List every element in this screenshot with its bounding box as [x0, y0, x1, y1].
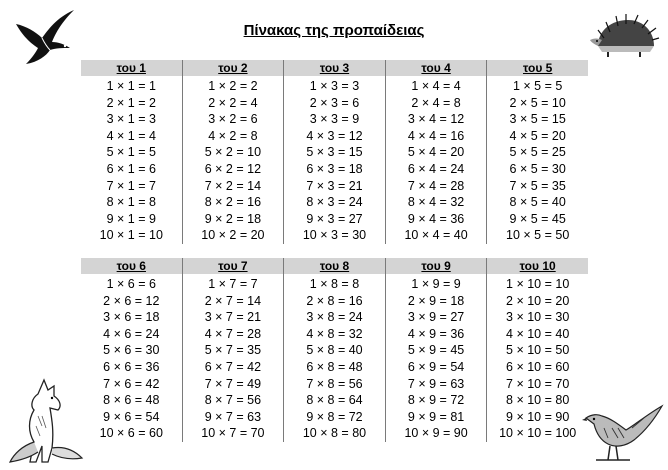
table-row: 1 × 8 = 8 — [309, 277, 360, 291]
table-header: του 7 — [183, 258, 284, 274]
table-row: 9 × 8 = 72 — [306, 409, 363, 424]
table-row: 3 × 1 = 3 — [106, 112, 156, 127]
times-table-column — [486, 60, 588, 244]
table-row: 4 × 8 = 32 — [306, 326, 363, 341]
table-header: του 3 — [284, 60, 385, 76]
table-row: 3 × 4 = 12 — [407, 112, 465, 127]
table-row: 9 × 6 = 54 — [103, 409, 160, 424]
table-row: 3 × 10 = 30 — [506, 310, 570, 325]
table-row: 2 × 3 = 6 — [309, 95, 360, 110]
table-header: του 8 — [284, 258, 385, 274]
times-table-column — [385, 60, 487, 244]
table-row: 2 × 2 = 4 — [208, 95, 258, 110]
table-row: 1 × 2 = 2 — [208, 79, 258, 93]
table-row: 10 × 7 = 70 — [201, 426, 265, 441]
table-row: 6 × 7 = 42 — [204, 359, 262, 374]
table-row: 2 × 4 = 8 — [411, 95, 461, 110]
table-row: 4 × 6 = 24 — [103, 326, 160, 341]
table-header: του 5 — [487, 60, 588, 76]
table-row: 8 × 5 = 40 — [509, 195, 566, 210]
table-header: του 2 — [183, 60, 284, 76]
table-row: 4 × 7 = 28 — [204, 326, 262, 341]
table-row: 5 × 9 = 45 — [407, 343, 465, 358]
table-row: 1 × 6 = 6 — [106, 277, 156, 291]
table-row: 5 × 5 = 25 — [509, 145, 566, 160]
table-row: 2 × 6 = 12 — [103, 293, 160, 308]
table-row: 3 × 5 = 15 — [509, 112, 566, 127]
table-row: 7 × 7 = 49 — [204, 376, 262, 391]
table-row: 3 × 8 = 24 — [306, 310, 363, 325]
table-row: 9 × 9 = 81 — [407, 409, 465, 424]
table-header: του 9 — [386, 258, 487, 274]
times-table-column — [81, 60, 182, 244]
table-row: 6 × 8 = 48 — [306, 359, 363, 374]
table-row: 3 × 3 = 9 — [309, 112, 360, 127]
table-row: 6 × 5 = 30 — [509, 161, 566, 176]
multiplication-grid-bottom — [81, 258, 588, 442]
table-header: του 4 — [386, 60, 487, 76]
table-row: 3 × 6 = 18 — [103, 310, 160, 325]
table-row: 2 × 1 = 2 — [106, 95, 156, 110]
table-row: 9 × 1 = 9 — [106, 211, 156, 226]
table-row: 8 × 9 = 72 — [407, 393, 465, 408]
table-row: 8 × 7 = 56 — [204, 393, 262, 408]
table-header: του 10 — [487, 258, 588, 274]
table-row: 8 × 8 = 64 — [306, 393, 363, 408]
table-row: 8 × 3 = 24 — [306, 195, 363, 210]
hedgehog-icon — [590, 12, 660, 58]
table-header: του 6 — [81, 258, 182, 274]
table-row: 10 × 5 = 50 — [506, 228, 570, 243]
table-row: 10 × 2 = 20 — [201, 228, 265, 243]
table-row: 3 × 2 = 6 — [208, 112, 258, 127]
table-row: 1 × 7 = 7 — [208, 277, 258, 291]
table-row: 10 × 8 = 80 — [302, 426, 367, 441]
table-row: 6 × 1 = 6 — [106, 161, 156, 176]
table-header: του 1 — [81, 60, 182, 76]
table-row: 7 × 5 = 35 — [509, 178, 566, 193]
table-row: 2 × 9 = 18 — [407, 293, 465, 308]
table-row: 1 × 10 = 10 — [506, 277, 570, 291]
table-row: 6 × 3 = 18 — [306, 161, 363, 176]
table-row: 7 × 2 = 14 — [204, 178, 262, 193]
table-row: 5 × 2 = 10 — [204, 145, 262, 160]
times-table-column — [385, 258, 487, 442]
times-table-column — [283, 258, 385, 442]
table-row: 4 × 5 = 20 — [509, 128, 566, 143]
multiplication-grid-top — [81, 60, 588, 244]
table-row: 9 × 3 = 27 — [306, 211, 363, 226]
table-row: 10 × 9 = 90 — [404, 426, 468, 441]
table-row: 5 × 1 = 5 — [106, 145, 156, 160]
table-row: 2 × 7 = 14 — [204, 293, 262, 308]
table-row: 2 × 10 = 20 — [506, 293, 570, 308]
table-row: 10 × 4 = 40 — [404, 228, 468, 243]
table-row: 2 × 8 = 16 — [306, 293, 363, 308]
table-row: 10 × 1 = 10 — [99, 228, 163, 243]
table-row: 2 × 5 = 10 — [509, 95, 566, 110]
table-row: 6 × 6 = 36 — [103, 359, 160, 374]
table-row: 1 × 3 = 3 — [309, 79, 360, 93]
table-row: 1 × 5 = 5 — [512, 79, 563, 93]
table-row: 5 × 8 = 40 — [306, 343, 363, 358]
table-row: 7 × 3 = 21 — [306, 178, 363, 193]
page-title: Πίνακας της προπαίδειας — [243, 22, 425, 39]
table-row: 4 × 10 = 40 — [506, 326, 570, 341]
table-row: 8 × 10 = 80 — [506, 393, 570, 408]
table-row: 6 × 4 = 24 — [407, 161, 465, 176]
table-row: 1 × 9 = 9 — [411, 277, 461, 291]
table-row: 4 × 9 = 36 — [407, 326, 465, 341]
table-row: 6 × 10 = 60 — [506, 359, 570, 374]
table-row: 4 × 1 = 4 — [106, 128, 156, 143]
table-row: 5 × 10 = 50 — [506, 343, 570, 358]
table-row: 9 × 5 = 45 — [509, 211, 566, 226]
table-row: 6 × 2 = 12 — [204, 161, 262, 176]
table-row: 7 × 6 = 42 — [103, 376, 160, 391]
table-row: 10 × 10 = 100 — [499, 426, 577, 441]
table-row: 8 × 6 = 48 — [103, 393, 160, 408]
table-row: 1 × 4 = 4 — [411, 79, 461, 93]
table-row: 10 × 3 = 30 — [302, 228, 367, 243]
table-row: 9 × 7 = 63 — [204, 409, 262, 424]
times-table-column — [486, 258, 588, 442]
table-row: 4 × 4 = 16 — [407, 128, 465, 143]
table-row: 6 × 9 = 54 — [407, 359, 465, 374]
table-row: 9 × 4 = 36 — [407, 211, 465, 226]
table-row: 7 × 8 = 56 — [306, 376, 363, 391]
table-row: 5 × 4 = 20 — [407, 145, 465, 160]
bird-icon — [582, 398, 664, 464]
table-row: 8 × 2 = 16 — [204, 195, 262, 210]
table-row: 5 × 7 = 35 — [204, 343, 262, 358]
times-table-column — [81, 258, 182, 442]
times-table-column — [182, 60, 284, 244]
table-row: 1 × 1 = 1 — [106, 79, 156, 93]
table-row: 3 × 9 = 27 — [407, 310, 465, 325]
table-row: 9 × 10 = 90 — [506, 409, 570, 424]
table-row: 3 × 7 = 21 — [204, 310, 262, 325]
table-row: 9 × 2 = 18 — [204, 211, 262, 226]
table-row: 5 × 3 = 15 — [306, 145, 363, 160]
table-row: 5 × 6 = 30 — [103, 343, 160, 358]
table-row: 10 × 6 = 60 — [99, 426, 163, 441]
table-row: 8 × 1 = 8 — [106, 195, 156, 210]
table-row: 4 × 2 = 8 — [208, 128, 258, 143]
table-row: 7 × 4 = 28 — [407, 178, 465, 193]
fox-icon — [8, 376, 84, 466]
times-table-column — [182, 258, 284, 442]
swallow-icon — [12, 8, 80, 66]
table-row: 7 × 1 = 7 — [106, 178, 156, 193]
table-row: 8 × 4 = 32 — [407, 195, 465, 210]
table-row: 4 × 3 = 12 — [306, 128, 363, 143]
table-row: 7 × 10 = 70 — [506, 376, 570, 391]
times-table-column — [283, 60, 385, 244]
table-row: 7 × 9 = 63 — [407, 376, 465, 391]
